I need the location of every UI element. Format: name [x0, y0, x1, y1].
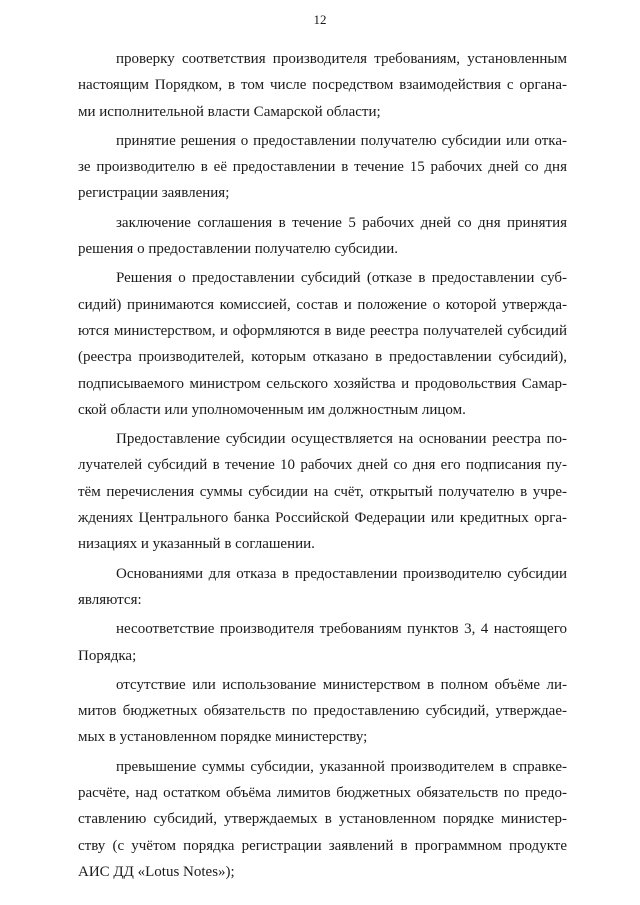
text-line: сидий) принимаются комиссией, состав и положение о которой утвержда- — [78, 296, 567, 313]
text-line: низациях и указанный в соглашении. — [78, 536, 315, 553]
document-body — [78, 46, 567, 885]
text-line: настоящим Порядком, в том числе посредством взаимодействия с органа- — [78, 77, 567, 94]
text-line: тём перечисления суммы субсидии на счёт, открытый получателю в учре- — [78, 483, 567, 500]
text-line: ставлению субсидий, утверждаемых в установленном порядке министер- — [78, 811, 567, 828]
text-line: расчёте, над остатком объёма лимитов бюджетных обязательств по предо- — [78, 785, 567, 802]
text-line: АИС ДД «Lotus Notes»); — [78, 863, 235, 880]
text-line: отсутствие или использование министерством в полном объёме ли- — [116, 676, 567, 693]
text-line: Предоставление субсидии осуществляется на основании реестра по- — [116, 431, 567, 448]
text-line: проверку соответствия производителя требованиям, установленным — [116, 51, 567, 67]
text-line: несоответствие производителя требованиям пунктов 3, 4 настоящего — [116, 621, 567, 638]
text-line: митов бюджетных обязательств по предоставлению субсидий, утверждае- — [78, 703, 567, 720]
text-line: (реестра производителей, которым отказано в предоставлении субсидий), — [78, 349, 567, 366]
text-line: решения о предоставлении получателю субсидии. — [78, 241, 399, 258]
text-line: заключение соглашения в течение 5 рабочих дней со дня принятия — [116, 214, 567, 231]
text-line: Решения о предоставлении субсидий (отказе в предоставлении суб- — [116, 270, 567, 287]
text-line: ми исполнительной власти Самарской области; — [78, 103, 381, 120]
text-line: Порядка; — [78, 647, 137, 664]
text-line: подписываемого министром сельского хозяйства и продовольствия Самар- — [78, 375, 567, 392]
text-line: Основаниями для отказа в предоставлении производителю субсидии — [116, 565, 567, 582]
text-line: мых в установленном порядке министерству; — [78, 729, 368, 746]
text-line: ются министерством, и оформляются в виде реестра получателей субсидий — [78, 322, 567, 339]
text-line: регистрации заявления; — [78, 185, 230, 202]
text-line: являются: — [78, 591, 142, 608]
text-line: лучателей субсидий в течение 10 рабочих дней со дня его подписания пу- — [78, 457, 567, 474]
text-line: ской области или уполномоченным им должностным лицом. — [78, 401, 466, 418]
text-line: ждениях Центрального банка Российской Федерации или кредитных орга- — [78, 510, 567, 527]
page-number: 12 — [313, 12, 327, 27]
text-line: принятие решения о предоставлении получателю субсидии или отка- — [116, 132, 567, 149]
text-line: ству (с учётом порядка регистрации заявлений в программном продукте — [78, 837, 567, 854]
text-line: превышение суммы субсидии, указанной производителем в справке- — [116, 758, 567, 775]
text-line: зе производителю в её предоставлении в течение 15 рабочих дней со дня — [78, 159, 567, 176]
